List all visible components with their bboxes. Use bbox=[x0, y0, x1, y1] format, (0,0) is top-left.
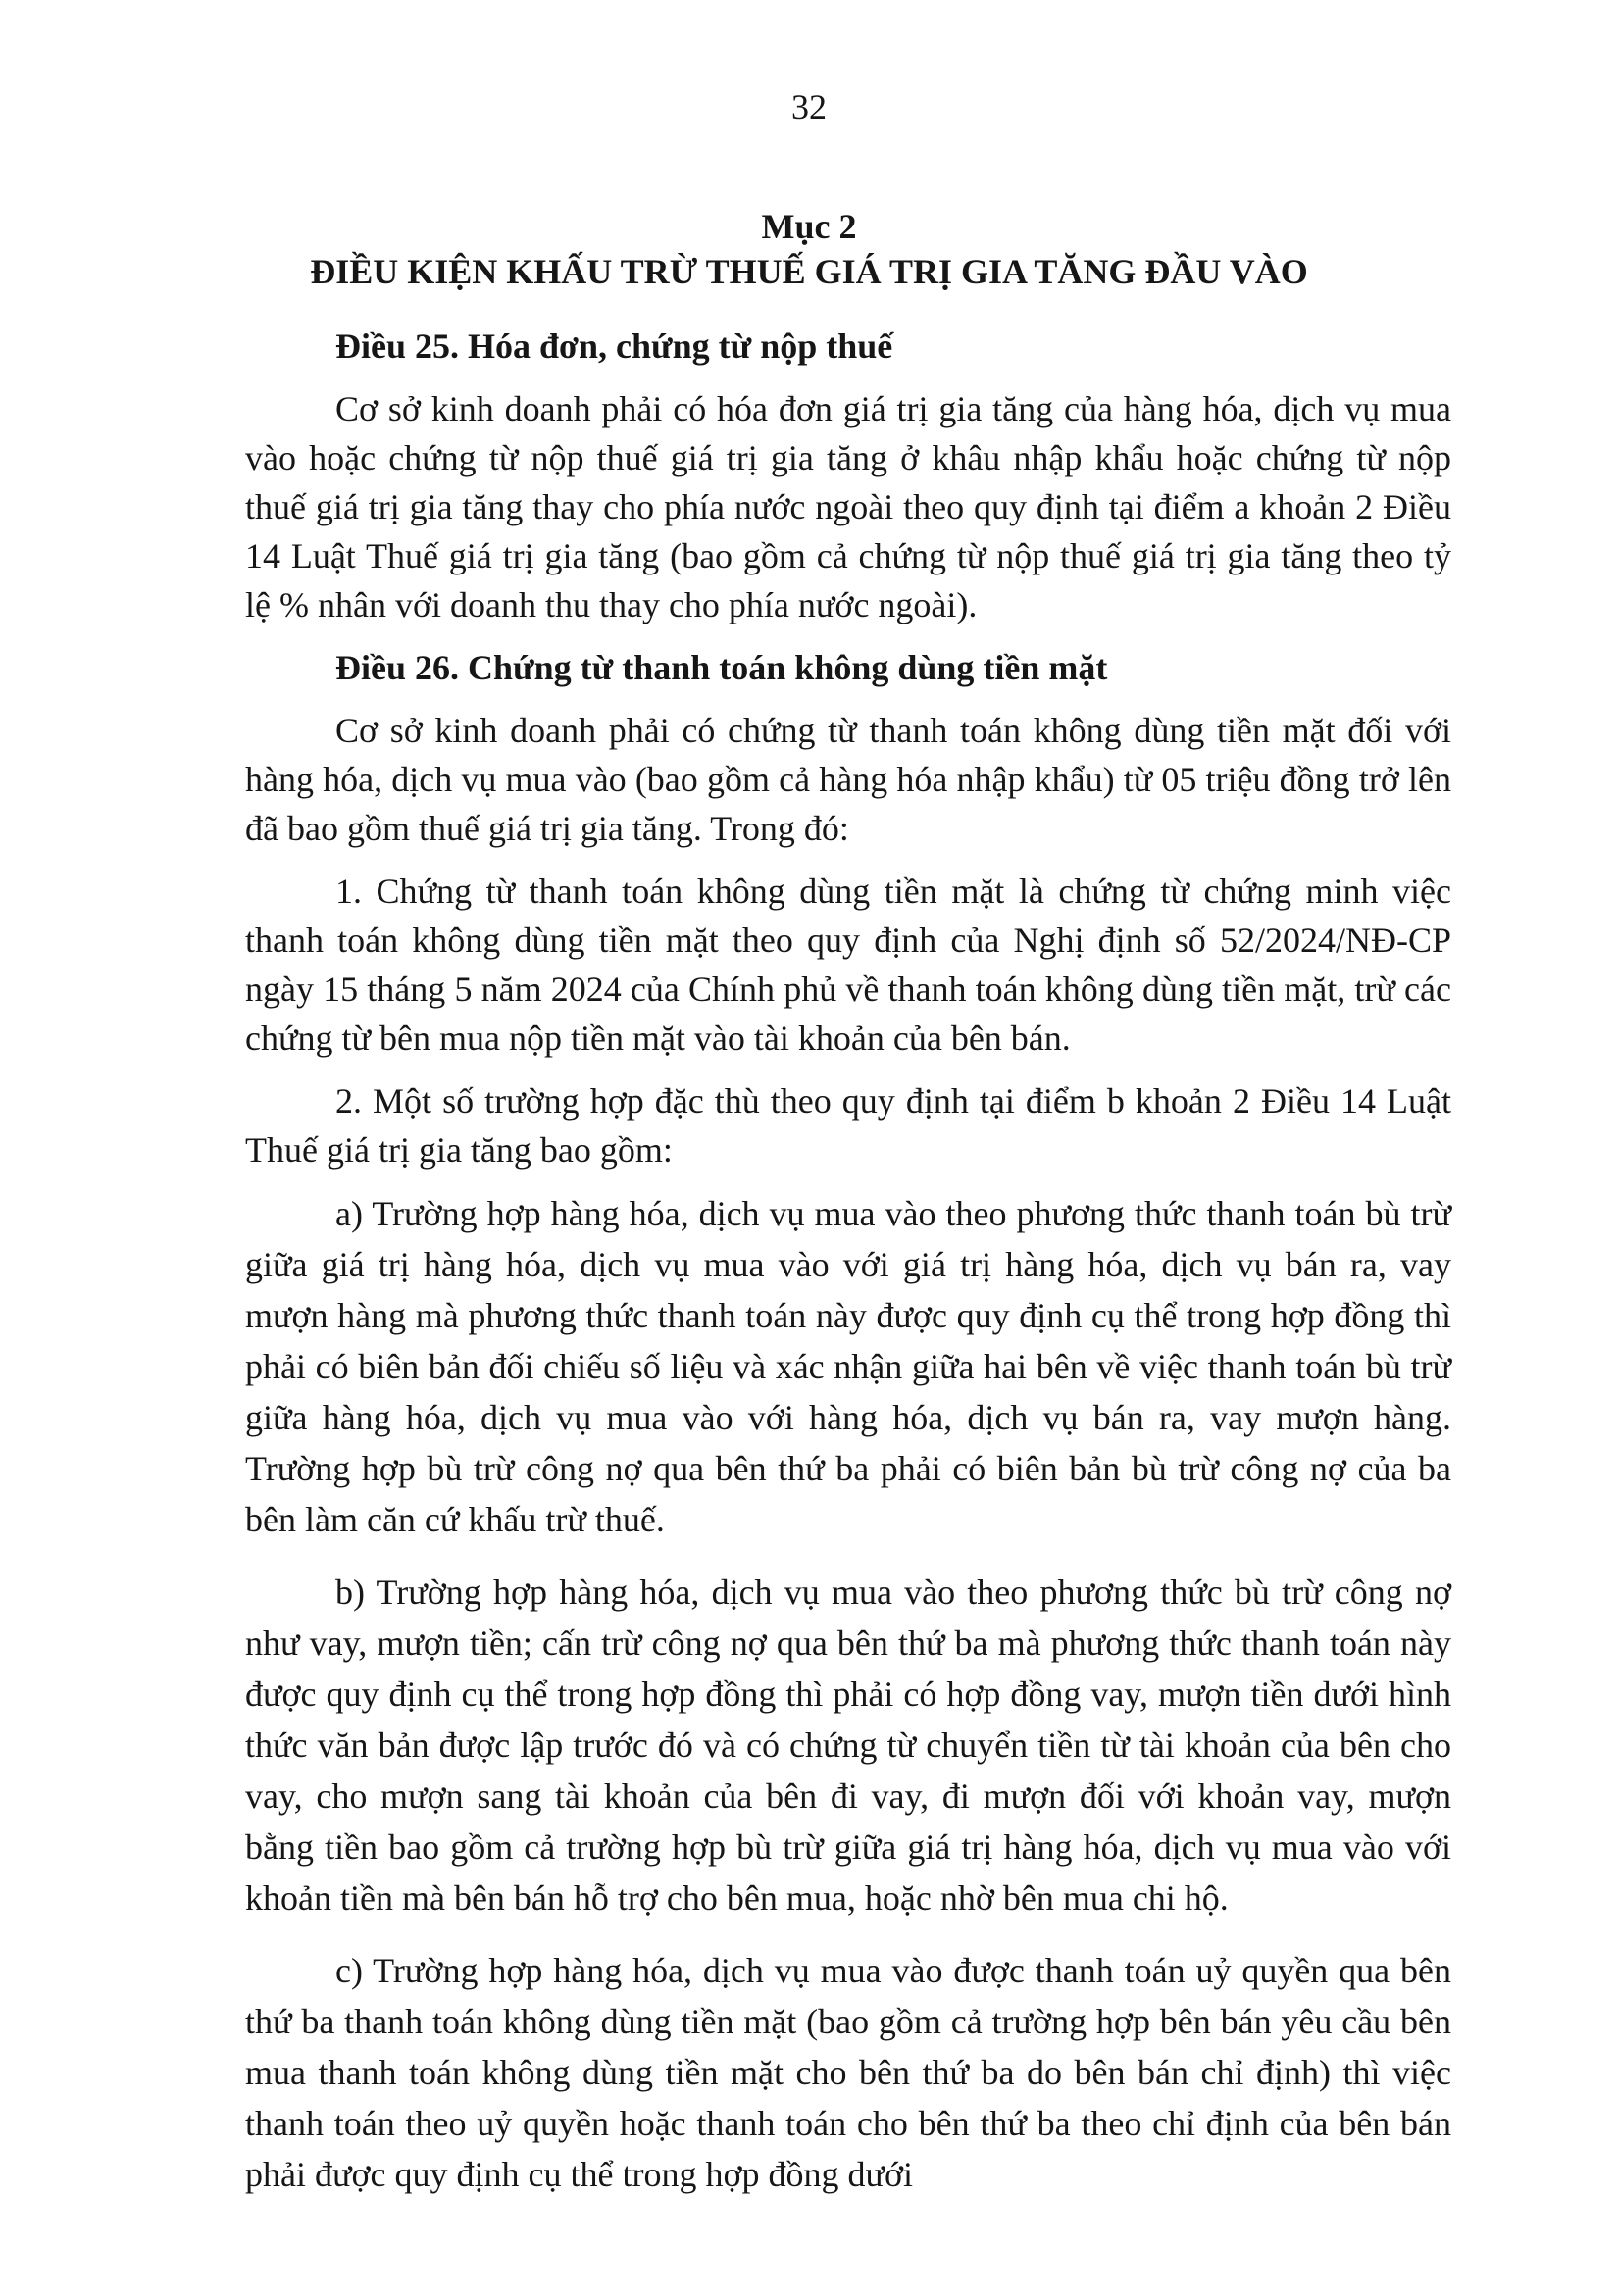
page-number: 32 bbox=[791, 87, 827, 126]
document-body bbox=[245, 322, 1451, 2221]
article-26-item-2a: a) Trường hợp hàng hóa, dịch vụ mua vào theo phương thức thanh toán bù trừ giữa giá trị hàng hóa, dịch vụ mua vào với giá trị hàng hóa, dịch vụ bán ra, vay mượn hàng mà phương thức thanh toán này được quy định cụ thể trong hợp đồng thì phải có biên bản đối chiếu số liệu và xác nhận giữa hai bên về việc thanh toán bù trừ giữa hàng hóa, dịch vụ mua vào với hàng hóa, dịch vụ bán ra, vay mượn hàng. Trường hợp bù trừ công nợ qua bên thứ ba phải có biên bản bù trừ công nợ của ba bên làm căn cứ khấu trừ thuế. bbox=[245, 1194, 1451, 1539]
article-26-item-2c: c) Trường hợp hàng hóa, dịch vụ mua vào được thanh toán uỷ quyền qua bên thứ ba thanh toán không dùng tiền mặt (bao gồm cả trường hợp bên bán yêu cầu bên mua thanh toán không dùng tiền mặt cho bên thứ ba do bên bán chỉ định) thì việc thanh toán theo uỷ quyền hoặc thanh toán cho bên thứ ba theo chỉ định của bên bán phải được quy định cụ thể trong hợp đồng dưới bbox=[245, 1951, 1451, 2194]
article-26-item-1: 1. Chứng từ thanh toán không dùng tiền mặt là chứng từ chứng minh việc thanh toán không dùng tiền mặt theo quy định của Nghị định số 52/2024/NĐ-CP ngày 15 tháng 5 năm 2024 của Chính phủ về thanh toán không dùng tiền mặt, trừ các chứng từ bên mua nộp tiền mặt vào tài khoản của bên bán. bbox=[245, 872, 1451, 1058]
article-26-item-2b: b) Trường hợp hàng hóa, dịch vụ mua vào theo phương thức bù trừ công nợ như vay, mượn tiền; cấn trừ công nợ qua bên thứ ba mà phương thức thanh toán này được quy định cụ thể trong hợp đồng thì phải có hợp đồng vay, mượn tiền dưới hình thức văn bản được lập trước đó và có chứng từ chuyển tiền từ tài khoản của bên cho vay, cho mượn sang tài khoản của bên đi vay, đi mượn đối với khoản vay, mượn bằng tiền bao gồm cả trường hợp bù trừ giữa giá trị hàng hóa, dịch vụ mua vào với khoản tiền mà bên bán hỗ trợ cho bên mua, hoặc nhờ bên mua chi hộ. bbox=[245, 1572, 1451, 1918]
article-26-heading: Điều 26. Chứng từ thanh toán không dùng tiền mặt bbox=[335, 648, 1108, 687]
section-label: Mục 2 bbox=[761, 207, 857, 246]
article-25-body: Cơ sở kinh doanh phải có hóa đơn giá trị gia tăng của hàng hóa, dịch vụ mua vào hoặc chứng từ nộp thuế giá trị gia tăng ở khâu nhập khẩu hoặc chứng từ nộp thuế giá trị gia tăng thay cho phía nước ngoài theo quy định tại điểm a khoản 2 Điều 14 Luật Thuế giá trị gia tăng (bao gồm cả chứng từ nộp thuế giá trị gia tăng theo tỷ lệ % nhân với doanh thu thay cho phía nước ngoài). bbox=[245, 389, 1451, 624]
section-title: ĐIỀU KIỆN KHẤU TRỪ THUẾ GIÁ TRỊ GIA TĂNG ĐẦU VÀO bbox=[310, 252, 1308, 291]
article-25-heading: Điều 25. Hóa đơn, chứng từ nộp thuế bbox=[335, 326, 893, 366]
article-26-item-2: 2. Một số trường hợp đặc thù theo quy định tại điểm b khoản 2 Điều 14 Luật Thuế giá trị gia tăng bao gồm: bbox=[245, 1081, 1451, 1170]
article-26-intro: Cơ sở kinh doanh phải có chứng từ thanh toán không dùng tiền mặt đối với hàng hóa, dịch vụ mua vào (bao gồm cả hàng hóa nhập khẩu) từ 05 triệu đồng trở lên đã bao gồm thuế giá trị gia tăng. Trong đó: bbox=[245, 711, 1451, 848]
